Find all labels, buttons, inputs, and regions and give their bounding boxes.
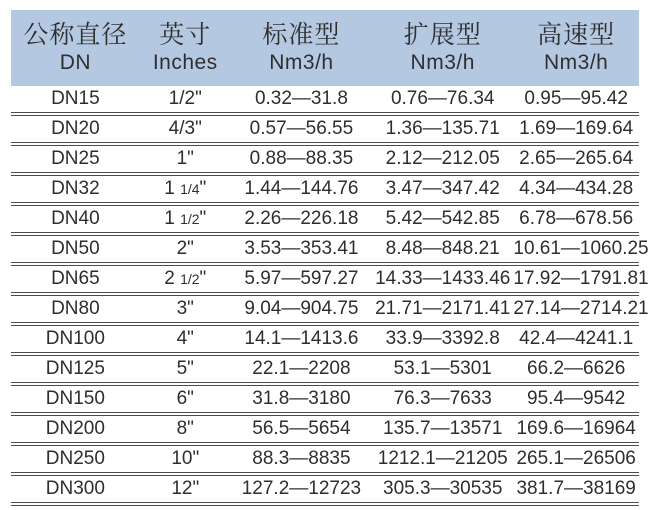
cell-dn: DN100 [45,328,105,349]
table-row [11,446,639,476]
inch-fraction: 1/4 [180,181,200,197]
table-row [11,206,639,236]
table-row [11,146,639,176]
cell-standard-range: 0.88—88.35 [249,148,354,169]
table-row [11,416,639,446]
cell-inches: 3" [176,298,194,319]
cell-extended-range: 1212.1—21205 [377,448,508,469]
table-row [11,386,639,416]
header-label-sub: Inches [152,51,218,74]
header-cell-extended [372,20,513,76]
inch-fraction: 1/2 [180,271,200,287]
header-label-cn: 公称直径 [23,21,128,49]
cell-standard-range: 0.57—56.55 [249,118,354,139]
cell-dn: DN80 [51,298,100,319]
cell-standard-range: 14.1—1413.6 [244,328,359,349]
cell-inches: 1 1/4" [164,178,207,199]
cell-inches: 4" [176,328,194,349]
cell-standard-range: 31.8—3180 [252,388,351,409]
table-body [11,86,649,506]
header-label-sub: Nm3/h [269,51,334,74]
cell-dn: DN50 [51,238,100,259]
spec-table [11,10,649,506]
cell-extended-range: 14.33—1433.46 [375,268,511,289]
cell-standard-range: 2.26—226.18 [244,208,359,229]
cell-standard-range: 0.32—31.8 [254,88,348,109]
cell-extended-range: 1.36—135.71 [385,118,500,139]
cell-high-speed-range: 10.61—1060.25 [513,238,649,259]
table-header [11,10,639,86]
cell-dn: DN40 [51,208,100,229]
header-cell-inches [140,20,231,76]
header-cell-dn [11,20,140,76]
cell-high-speed-range: 27.14—2714.21 [513,298,649,319]
header-label-sub: DN [59,51,92,74]
header-label-cn: 扩展型 [403,21,482,49]
cell-high-speed-range: 265.1—26506 [516,448,636,469]
inch-fraction: 1/2 [180,211,200,227]
table-row [11,236,649,266]
cell-dn: DN20 [51,118,100,139]
cell-dn: DN65 [51,268,100,289]
cell-high-speed-range: 4.34—434.28 [519,178,634,199]
table-row [11,356,639,386]
cell-standard-range: 127.2—12723 [241,478,362,499]
cell-standard-range: 9.04—904.75 [244,298,359,319]
header-label-cn: 英寸 [159,21,212,49]
cell-inches: 1/2" [168,88,202,109]
table-row [11,86,639,116]
cell-high-speed-range: 6.78—678.56 [519,208,634,229]
cell-high-speed-range: 2.65—265.64 [519,148,634,169]
cell-high-speed-range: 95.4—9542 [527,388,626,409]
cell-standard-range: 56.5—5654 [252,418,351,439]
cell-dn: DN125 [45,358,105,379]
table-row [11,266,649,296]
cell-extended-range: 135.7—13571 [383,418,503,439]
cell-standard-range: 22.1—2208 [252,358,351,379]
cell-extended-range: 8.48—848.21 [385,238,500,259]
cell-standard-range: 3.53—353.41 [244,238,359,259]
cell-dn: DN15 [51,88,100,109]
cell-extended-range: 0.76—76.34 [390,88,495,109]
cell-high-speed-range: 17.92—1791.81 [513,268,649,289]
cell-inches: 5" [176,358,194,379]
cell-dn: DN200 [45,418,105,439]
cell-extended-range: 3.47—347.42 [385,178,500,199]
cell-extended-range: 33.9—3392.8 [385,328,500,349]
header-label-sub: Nm3/h [543,51,609,74]
cell-dn: DN250 [45,448,105,469]
cell-inches: 6" [176,388,194,409]
cell-dn: DN300 [45,478,105,499]
cell-extended-range: 76.3—7633 [393,388,492,409]
cell-inches: 1 1/2" [164,208,207,229]
table-row [11,176,639,206]
table-row [11,326,639,356]
cell-high-speed-range: 1.69—169.64 [519,118,634,139]
cell-dn: DN150 [45,388,105,409]
cell-standard-range: 5.97—597.27 [244,268,359,289]
cell-extended-range: 21.71—2171.41 [375,298,511,319]
cell-extended-range: 305.3—30535 [383,478,503,499]
cell-standard-range: 88.3—8835 [252,448,351,469]
cell-high-speed-range: 42.4—4241.1 [519,328,634,349]
cell-high-speed-range: 66.2—6626 [527,358,626,379]
cell-extended-range: 53.1—5301 [393,358,492,379]
cell-inches: 2" [176,238,194,259]
cell-inches: 10" [171,448,200,469]
cell-extended-range: 5.42—542.85 [385,208,500,229]
cell-high-speed-range: 169.6—16964 [516,418,636,439]
header-label-cn: 标准型 [262,21,341,49]
cell-inches: 2 1/2" [164,268,207,289]
header-cell-high-speed [513,20,639,76]
cell-extended-range: 2.12—212.05 [385,148,500,169]
header-cell-standard [231,20,372,76]
cell-inches: 1" [176,148,194,169]
cell-dn: DN25 [51,148,100,169]
header-label-cn: 高速型 [537,21,616,49]
cell-standard-range: 1.44—144.76 [244,178,359,199]
cell-high-speed-range: 0.95—95.42 [524,88,628,109]
table-row [11,476,639,506]
cell-inches: 4/3" [168,118,202,139]
table-row [11,296,649,326]
cell-inches: 8" [176,418,194,439]
cell-inches: 12" [171,478,200,499]
cell-high-speed-range: 381.7—38169 [516,478,636,499]
table-row [11,116,639,146]
cell-dn: DN32 [51,178,100,199]
header-label-sub: Nm3/h [410,51,475,74]
